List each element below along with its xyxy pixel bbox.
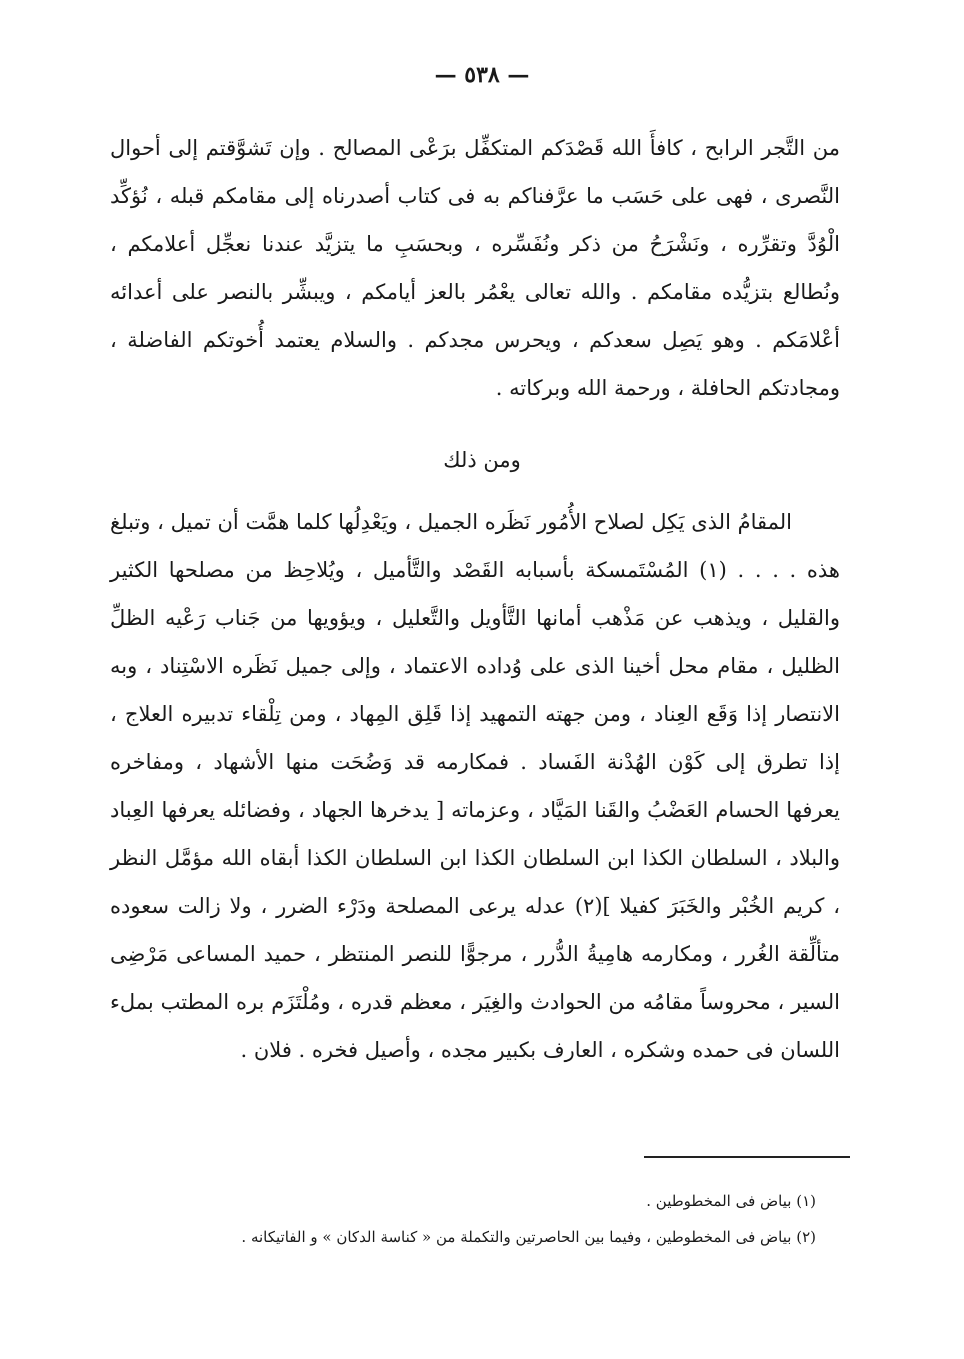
footnote-1: (١) بياض فى المخطوطين . [646, 1192, 816, 1210]
page-number: — ٥٣٨ — [434, 62, 530, 88]
section-heading: ومن ذلك [443, 448, 521, 472]
body-paragraph-1: من التَّجر الرابح ، كافأَ الله قَصْدَكم المتكفِّل برَعْى المصالح . وإن تَشوَّقتم إلى أحوال النَّصرى ، فهى على حَسَب ما عرَّفناكم به فى كتاب أصدرناه إلى مقامكم قبله ، نُؤكِّد الْوُدَّ وتقرِّره ، ونَشْرَحُ من ذكر ونُفَسِّره ، وبحسَبِ ما يتزيَّد عندنا نعجِّل أعلامكم ، ونُطالع بتزيُّده مقامكم . والله تعالى يعْمُر بالعز أيامكم ، ويبشِّر بالنصر على أعدائه أعْلامَكم . وهو يَصِل سعدكم ، ويحرس مجدكم . والسلام يعتمد أُخوتكم الفاضلة ، ومجادتكم الحافلة ، ورحمة الله وبركاته . [110, 136, 840, 400]
footnote-2: (٢) بياض فى المخطوطين ، وفيما بين الحاصرتين والتكملة من « كناسة الدكان » و الفاتيكانه . [241, 1228, 816, 1246]
body-paragraph-2: المقامُ الذى يَكِل لصلاح الأُمُور نَظَره الجميل ، ويَعْدِلُها كلما همَّت أن تميل ، وتبلغ هذه . . . . (١) المُسْتَمسكة بأسبابه القَصْد والتَّأميل ، ويُلاحِظ من مصلحها الكثير والقليل ، ويذهب عن مَذْهب أمانها التَّأويل والتَّعليل ، ويؤويها من جَناب رَعْيه الظلِّ الظليل ، مقام محل أخينا الذى على وُداده الاعتماد ، وإلى جميل نَظَره الاسْتِناد ، وبه الانتصار إذا وَقَع العِناد ، ومن جهته التمهيد إذا قَلِق المِهاد ، ومن تِلْقاء تدبيره العلاج ، إذا تطرق إلى كَوْن الهُدْنة الفَساد . فمكارمه قد وَضُحَت منها الأشهاد ، ومفاخره يعرفها الحسام العَضْبُ والقَنا المَيَّاد ، وعزماته [ يدخرها الجهاد ، وفضائله يعرفها العِباد والبلاد ، السلطان الكذا ابن السلطان الكذا ابن السلطان الكذا أبقاه الله مؤمَّل النظر ، كريم الخُبْر والخَبَرَ كفيلا ](٢) عدله يرعى المصلحة ودَرْء الضرر ، ولا زالت سعوده متألِّقة الغُرر ، ومكارمه هامِيةُ الدُّرر ، مرجوًّا للنصر المنتظر ، حميد المساعى مَرْضِى السير ، محروساً مقامُه من الحوادث والغِيَر ، معظم قدره ، ومُلْتَزَم بره المطتب بملء اللسان فى حمده وشكره ، العارف بكبير مجده ، وأصيل فخره . فلان . [110, 510, 841, 1062]
footnote-separator [644, 1156, 850, 1158]
